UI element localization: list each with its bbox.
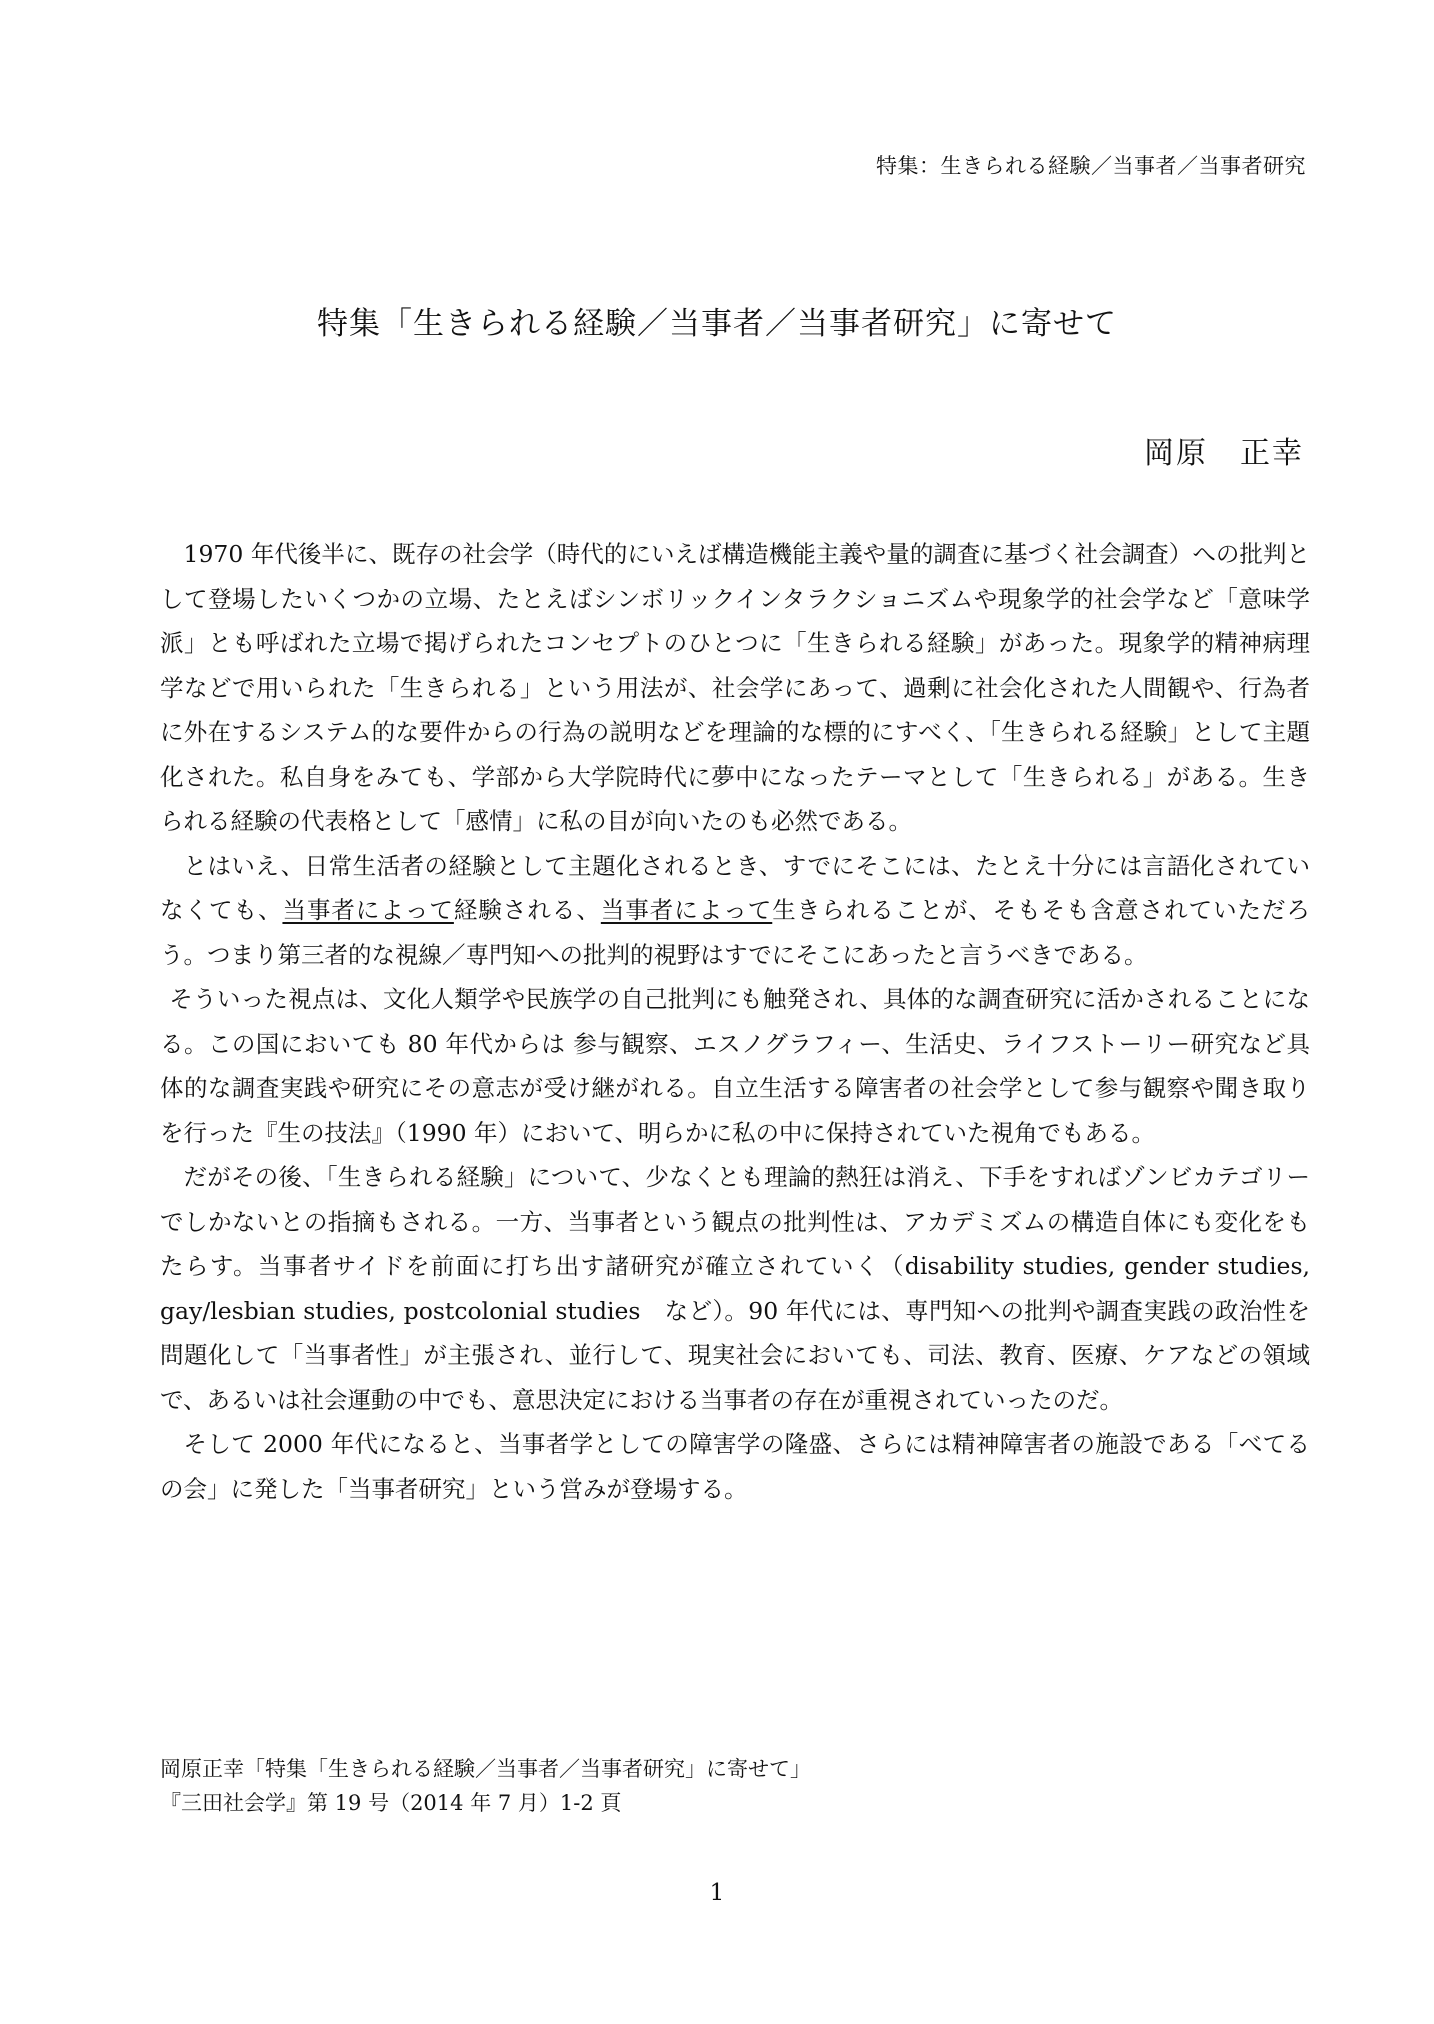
citation-line-2: 『三田社会学』第 19 号（2014 年 7 月）1-2 頁 (160, 1791, 622, 1815)
running-header: 特集：生きられる経験／当事者／当事者研究 (876, 154, 1306, 178)
citation-line-1: 岡原正幸「特集「生きられる経験／当事者／当事者研究」に寄せて」 (160, 1757, 811, 1781)
article-body (160, 532, 1310, 1511)
page-number: 1 (709, 1880, 725, 1906)
underlined-phrase-1: 当事者によって (282, 896, 454, 924)
paragraph-2-text-c: 生きられることが、そもそも含意されていただろう。つまり第三者的な視線／専門知への批判的視野はすでにそこにあったと言うべきである。 (160, 896, 1311, 969)
article-title: 特集「生きられる経験／当事者／当事者研究」に寄せて (317, 306, 1117, 342)
paragraph-2 (160, 844, 1310, 978)
paragraph-4: だがその後、「生きられる経験」について、少なくとも理論的熱狂は消え、下手をすればゾンビカテゴリーでしかないとの指摘もされる。一方、当事者という観点の批判性は、アカデミズムの構造自体にも変化をもたらす。当事者サイドを前面に打ち出す諸研究が確立されていく（disability studies, gender studies, gay/lesbian studies, postcolonial studies など）。90 年代には、専門知への批判や調査実践の政治性を問題化して「当事者性」が主張され、並行して、現実社会においても、司法、教育、医療、ケアなどの領域で、あるいは社会運動の中でも、意思決定における当事者の存在が重視されていったのだ。 (160, 1163, 1310, 1414)
paragraph-2-text-a: とはいえ、日常生活者の経験として主題化されるとき、すでにそこには、たとえ十分には言語化されていなくても、 (160, 851, 1310, 924)
paragraph-5: そして 2000 年代になると、当事者学としての障害学の隆盛、さらには精神障害者の施設である「べてるの会」に発した「当事者研究」という営みが登場する。 (160, 1430, 1310, 1503)
paragraph-2-text-b: 経験される、 (453, 896, 601, 924)
author-name: 岡原 正幸 (1144, 436, 1304, 471)
paragraph-3: そういった視点は、文化人類学や民族学の自己批判にも触発され、具体的な調査研究に活かされることになる。この国においても 80 年代からは 参与観察、エスノグラフィー、生活史、ライフストーリー研究など具体的な調査実践や研究にその意志が受け継がれる。自立生活する障害者の社会学として参与観察や聞き取りを行った『生の技法』（1990 年）において、明らかに私の中に保持されていた視角でもある。 (160, 985, 1310, 1147)
citation-block (160, 1752, 811, 1820)
underlined-phrase-2: 当事者によって (600, 896, 773, 924)
paragraph-1: 1970 年代後半に、既存の社会学（時代的にいえば構造機能主義や量的調査に基づく社会調査）への批判として登場したいくつかの立場、たとえばシンボリックインタラクショニズムや現象学的社会学など「意味学派」とも呼ばれた立場で掲げられたコンセプトのひとつに「生きられる経験」があった。現象学的精神病理学などで用いられた「生きられる」という用法が、社会学にあって、過剰に社会化された人間観や、行為者に外在するシステム的な要件からの行為の説明などを理論的な標的にすべく、「生きられる経験」として主題化された。私自身をみても、学部から大学院時代に夢中になったテーマとして「生きられる」がある。生きられる経験の代表格として「感情」に私の目が向いたのも必然である。 (160, 540, 1310, 835)
